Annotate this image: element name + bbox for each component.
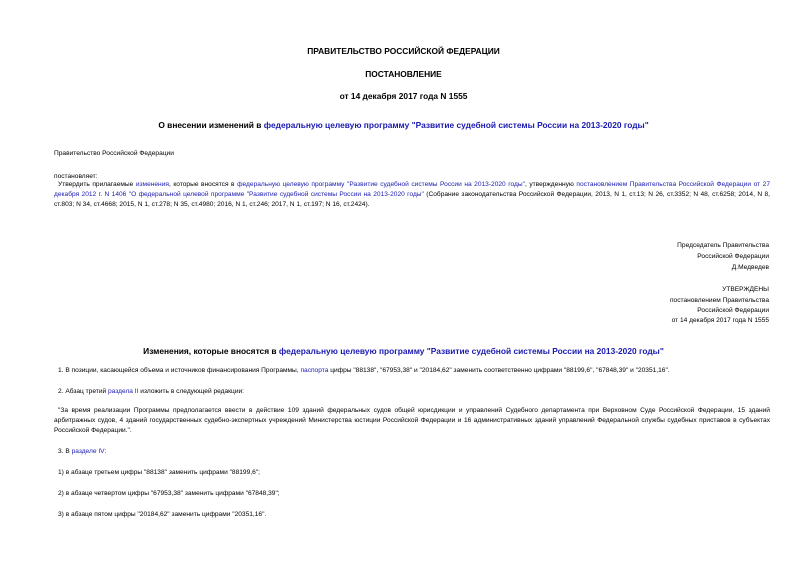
changes-link[interactable]: изменения xyxy=(135,181,169,188)
program-link[interactable]: федеральную целевую программу "Развитие судебной системы России на 2013-2020 годы" xyxy=(263,120,649,130)
signature-title: Председатель Правительства xyxy=(677,242,769,249)
change-1-text-a: 1. В позиции, касающейся объема и источников финансирования Программы, xyxy=(58,367,301,374)
resolution-1406-link[interactable]: постановлением Правительства Российской Федерации от 27 декабря 2012 г. N 1406 "О федеральной целевой программе "Развитие судебной системы России на 2013-2020 годы" xyxy=(54,181,770,198)
government-label: Правительство Российской Федерации xyxy=(54,150,174,157)
change-item-2 xyxy=(58,387,244,397)
approved-country: Российской Федерации xyxy=(697,307,769,314)
change-item-1 xyxy=(58,366,670,376)
changes-title-text: Изменения, которые вносятся в xyxy=(143,346,279,356)
section-iv-link[interactable]: разделе IV xyxy=(71,448,105,455)
sub-item-3: 3) в абзаце пятом цифры "20184,62" заменить цифрами "20351,16". xyxy=(58,511,267,518)
signature-country: Российской Федерации xyxy=(697,253,769,260)
change-3-text-b: : xyxy=(104,448,107,455)
sub-item-2: 2) в абзаце четвертом цифры "67953,38" заменить цифрами "67848,39"; xyxy=(58,490,280,497)
changes-program-link[interactable]: федеральную целевую программу "Развитие судебной системы России на 2013-2020 годы" xyxy=(278,346,664,356)
decree-text-c: , утвержденную xyxy=(524,181,577,188)
change-item-3 xyxy=(58,447,106,457)
section-ii-link[interactable]: раздела II xyxy=(108,388,139,395)
decree-type-heading: ПОСТАНОВЛЕНИЕ xyxy=(365,69,442,79)
decree-text-b: , которые вносятся в xyxy=(168,181,238,188)
change-2-text-b: изложить в следующей редакции: xyxy=(138,388,245,395)
change-3-text-a: 3. В xyxy=(58,448,72,455)
passport-link[interactable]: паспорта xyxy=(300,367,329,374)
signature-name: Д.Медведев xyxy=(731,264,769,271)
quoted-paragraph xyxy=(54,406,770,436)
quoted-text: "За время реализации Программы предполагается ввести в действие 109 зданий федеральных судов общей юрисдикции и управлений Судебного департамента при Верховном Суде Российской Федерации, 15 зданий арбитражных судов, 4 зданий государственных судебно-экспертных учреждений Министерства юстиции Российской Федерации и 16 административных зданий управлений Федеральной службы судебных приставов в субъектах Российской Федерации.". xyxy=(54,407,770,434)
change-1-text-b: цифры "88138", "67953,38" и "20184,62" заменить соответственно цифрами "88199,6", "67848,39" и "20351,16". xyxy=(328,367,670,374)
government-heading: ПРАВИТЕЛЬСТВО РОССИЙСКОЙ ФЕДЕРАЦИИ xyxy=(307,46,500,56)
decree-title-text: О внесении изменений в xyxy=(158,120,264,130)
changes-title xyxy=(0,346,807,356)
approved-date: от 14 декабря 2017 года N 1555 xyxy=(671,317,769,324)
decree-paragraph xyxy=(54,180,770,210)
program-link-inline[interactable]: федеральную целевую программу "Развитие судебной системы России на 2013-2020 годы" xyxy=(237,181,525,188)
decrees-label: постановляет: xyxy=(54,173,98,180)
decree-title xyxy=(0,120,807,130)
approved-by: постановлением Правительства xyxy=(669,297,769,304)
decree-text-d: (Собрание законодательства Российской Федерации, 2013, N 1, ст.13; N 26, ст.3352; N 48, ст.6258; 2014, N 8, ст.803; N 34, ст.4668; 2015, N 1, ст.278; N 35, ст.4980; 2016, N 1, ст.246; 2017, N 1, ст.197; N 16, ст.2424). xyxy=(54,191,770,208)
change-2-text-a: 2. Абзац третий xyxy=(58,388,109,395)
decree-text-a: Утвердить прилагаемые xyxy=(58,181,136,188)
approved-label: УТВЕРЖДЕНЫ xyxy=(722,286,769,293)
decree-date-number: от 14 декабря 2017 года N 1555 xyxy=(339,91,468,101)
sub-item-1: 1) в абзаце третьем цифры "88138" заменить цифрами "88199,6"; xyxy=(58,469,260,476)
